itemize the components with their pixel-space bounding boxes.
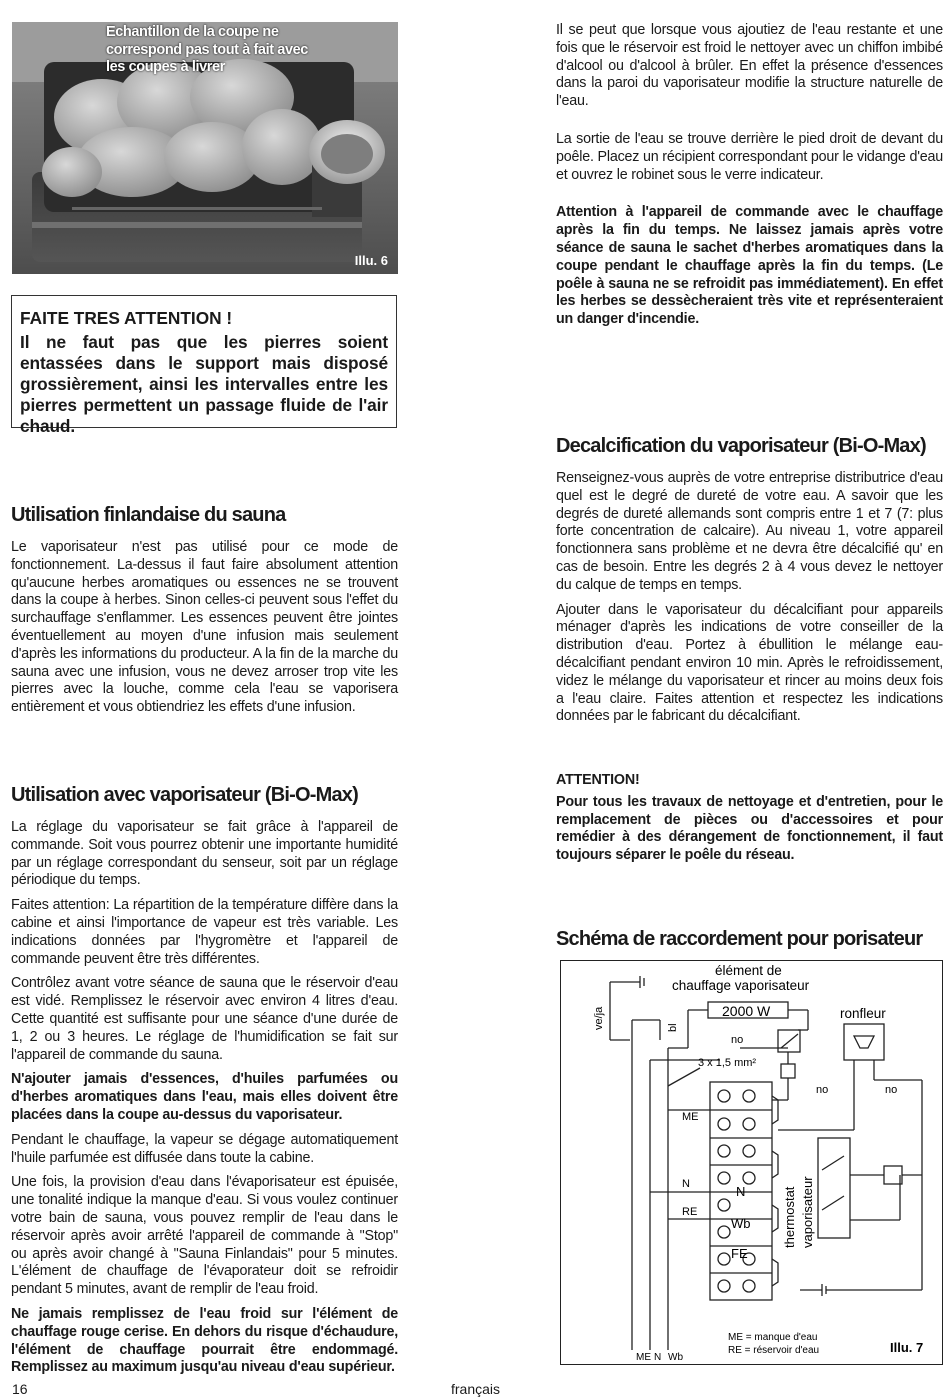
warning-title: FAITE TRES ATTENTION !	[20, 308, 233, 328]
illu-7-label: Illu. 7	[890, 1340, 924, 1355]
warning-box	[11, 295, 397, 436]
paragraph: Contrôlez avant votre séance de sauna que le réservoir d'eau est vidé. Remplissez le réservoir avec environ 4 litres d'eau. Cette quantité est suffisante pour une séance d'une durée de 1, 2 ou 3 heures. Le réglage de l'humidification se fait sur l'appareil de commande du sauna.	[11, 975, 398, 1063]
attention-block	[556, 772, 943, 872]
section-vaporisateur	[11, 784, 398, 1384]
section-finlandaise	[11, 504, 398, 724]
veja-label: ve/ja	[593, 1006, 605, 1030]
no-label: no	[816, 1084, 829, 1096]
re-label: RE	[682, 1206, 698, 1218]
vaporisateur-label: vaporisateur	[800, 1176, 815, 1248]
n-label: N	[682, 1178, 690, 1190]
paragraph: Le vaporisateur n'est pas utilisé pour ce mode de fonctionnement. La-dessus il faut faire absolument attention qu'aucune herbes aromatiques ou essences ne se trouvent dans la coupe à herbes. Sinon celles-ci peuvent sous l'effet du surchauffage s'enflammer. Les essences peuvent être jointes éventuellement au moyen d'une infusion mais seulement d'après les informations du producteur. A la fin de la marche du sauna avec une infusion, vous ne devez arroser trop vite les pierres avec la louche, comme cela l'eau se vaporisera entièrement et vous obtiendriez les effets d'une infusion.	[11, 539, 398, 716]
section-decalcification	[556, 435, 943, 733]
attention-text: Pour tous les travaux de nettoyage et d'entretien, pour le remplacement de pièces ou d'accessoires et pour remédier à des dérangement de fonctionnement, il faut toujours séparer le poêle du réseau.	[556, 793, 943, 864]
bl-label: bl	[667, 1023, 679, 1032]
legend-re: RE = réservoir d'eau	[728, 1345, 820, 1356]
bottom-wb-label: Wb	[668, 1352, 683, 1363]
me-label: ME	[682, 1111, 699, 1123]
paragraph: Faites attention: La répartition de la température diffère dans la cabine et ainsi l'importance de vapeur est très variable. Les indications données par l'hygromètre et l'appareil de commande peuvent être très différentes.	[11, 897, 398, 967]
paragraph: Renseignez-vous auprès de votre entreprise distributrice d'eau quel est le degré de dureté de votre eau. A savoir que les degrés de dureté allemands sont compris entre 1 et 7 (7: plus forte concentration de calcaire). Au niveau 1, votre appareil fonctionnera sans problème et ne devra être décalcifié qu' en cas de besoin. Entre les degrés 2 à 4 vous devez le nettoyer du calque de temps en temps.	[556, 470, 943, 593]
cable-label: 3 x 1,5 mm²	[698, 1057, 757, 1069]
caption-line: Echantillon de la coupe ne	[106, 24, 279, 40]
no-label: no	[885, 1084, 898, 1096]
photo-caption	[106, 24, 308, 77]
paragraph-bold: Ne jamais remplissez de l'eau froid sur l'élément de chauffage rouge cerise. En dehors du risque d'échaudure, l'élément de chauffage pourrait être endommagé. Remplissez au maximum jusqu'au niveau d'eau supérieur.	[11, 1305, 398, 1376]
bottom-n-label: N	[654, 1352, 662, 1363]
paragraph: Il se peut que lorsque vous ajoutiez de l'eau restante et une fois que le réservoir est froid le nettoyer avec un chiffon imbibé d'alcool ou d'alcool à brûler. En effet la présence d'essences dans la paroi du vaporisateur modifie la structure naturelle de l'eau.	[556, 22, 943, 110]
paragraph: Ajouter dans le vaporisateur du décalcifiant pour appareils ménager d'après les indications de votre conseiller de la distribution d'eau. Portez à ébullition le mélange eau-décalcifiant pendant environ 10 min. Après le refroidissement, videz le mélange du vaporisateur et rincer au moins deux fois a l'eau claire. Faites attention et respectez les indications données par le fabricant du décalcifiant.	[556, 601, 943, 725]
terminal-fe-label: FE	[731, 1246, 748, 1261]
caption-line: correspond pas tout à fait avec	[106, 41, 308, 58]
sauna-stove-photo	[12, 22, 398, 274]
section-heading: Utilisation finlandaise du sauna	[11, 504, 286, 526]
paragraph: La réglage du vaporisateur se fait grâce à l'appareil de commande. Soit vous pourrez obtenir une importante humidité par un réglage correspondant du senseur, soit par un réglage périodique du temps.	[11, 819, 398, 889]
bottom-me-label: ME	[636, 1352, 651, 1363]
section-heading: Decalcification du vaporisateur (Bi-O-Max)	[556, 435, 926, 457]
element-label-1: élément de	[715, 963, 782, 978]
footer-language: français	[451, 1381, 501, 1397]
caption-line: les coupes à livrer	[106, 59, 225, 75]
paragraph: La sortie de l'eau se trouve derrière le pied droit de devant du poêle. Placez un récipient correspondant pour le vidange d'eau et ouvrez le robinet sous le verre indicateur.	[556, 130, 943, 183]
terminal-n-label: N	[736, 1184, 746, 1199]
legend-me: ME = manque d'eau	[728, 1332, 818, 1343]
paragraph-bold: Attention à l'appareil de commande avec le chauffage après la fin du temps. Ne laissez jamais après votre séance de sauna le sachet d'herbes aromatiques dans la coupe pendant le chauffage après la fin du temps. (Le poêle à sauna ne se refroidit pas immédiatement). En effet les herbes se dessècheraient très vite et représenteraient un danger d'incendie.	[556, 204, 943, 328]
paragraph-bold: N'ajouter jamais d'essences, d'huiles parfumées ou d'herbes aromatiques dans l'eau, mais elles doivent être placées dans la coupe au-dessus du vaporisateur.	[11, 1071, 398, 1123]
schema-heading: Schéma de raccordement pour porisateur	[556, 928, 923, 950]
section-heading: Utilisation avec vaporisateur (Bi-O-Max)	[11, 784, 358, 806]
power-label: 2000 W	[722, 1003, 771, 1019]
right-column-top	[556, 22, 943, 336]
page-number: 16	[12, 1381, 28, 1397]
thermostat-label: thermostat	[782, 1186, 797, 1248]
no-label: no	[731, 1034, 744, 1046]
schema-heading-wrap	[556, 928, 943, 963]
illu-6-label: Illu. 6	[354, 253, 388, 268]
ronfleur-label: ronfleur	[840, 1006, 886, 1021]
wiring-diagram	[560, 960, 943, 1365]
element-label-2: chauffage vaporisateur	[672, 978, 810, 993]
paragraph: Pendant le chauffage, la vapeur se dégage automatiquement l'huile parfumée est diffusée dans toute la cabine.	[11, 1131, 398, 1166]
paragraph: Une fois, la provision d'eau dans l'évaporisateur est épuisée, une tonalité indique la manque d'eau. Si vous voulez continuer votre bain de sauna, vous pouvez remplir de l'eau dans le réservoir après avoir arrêté l'appareil de commande à "Stop" ou après avoir changé à "Sauna Finlandais" pour 5 minutes. L'élément de chauffage de l'évaporateur doit se refroidir pendant 5 minutes, avant de remplir de l'eau froid.	[11, 1174, 398, 1298]
terminal-wb-label: Wb	[731, 1216, 751, 1231]
attention-title: ATTENTION!	[556, 772, 640, 788]
warning-text: Il ne faut pas que les pierres soient entassées dans le support mais disposé grossièrement, ainsi les intervalles entre les pierres permettent un passage fluide de l'air chaud.	[20, 332, 388, 436]
